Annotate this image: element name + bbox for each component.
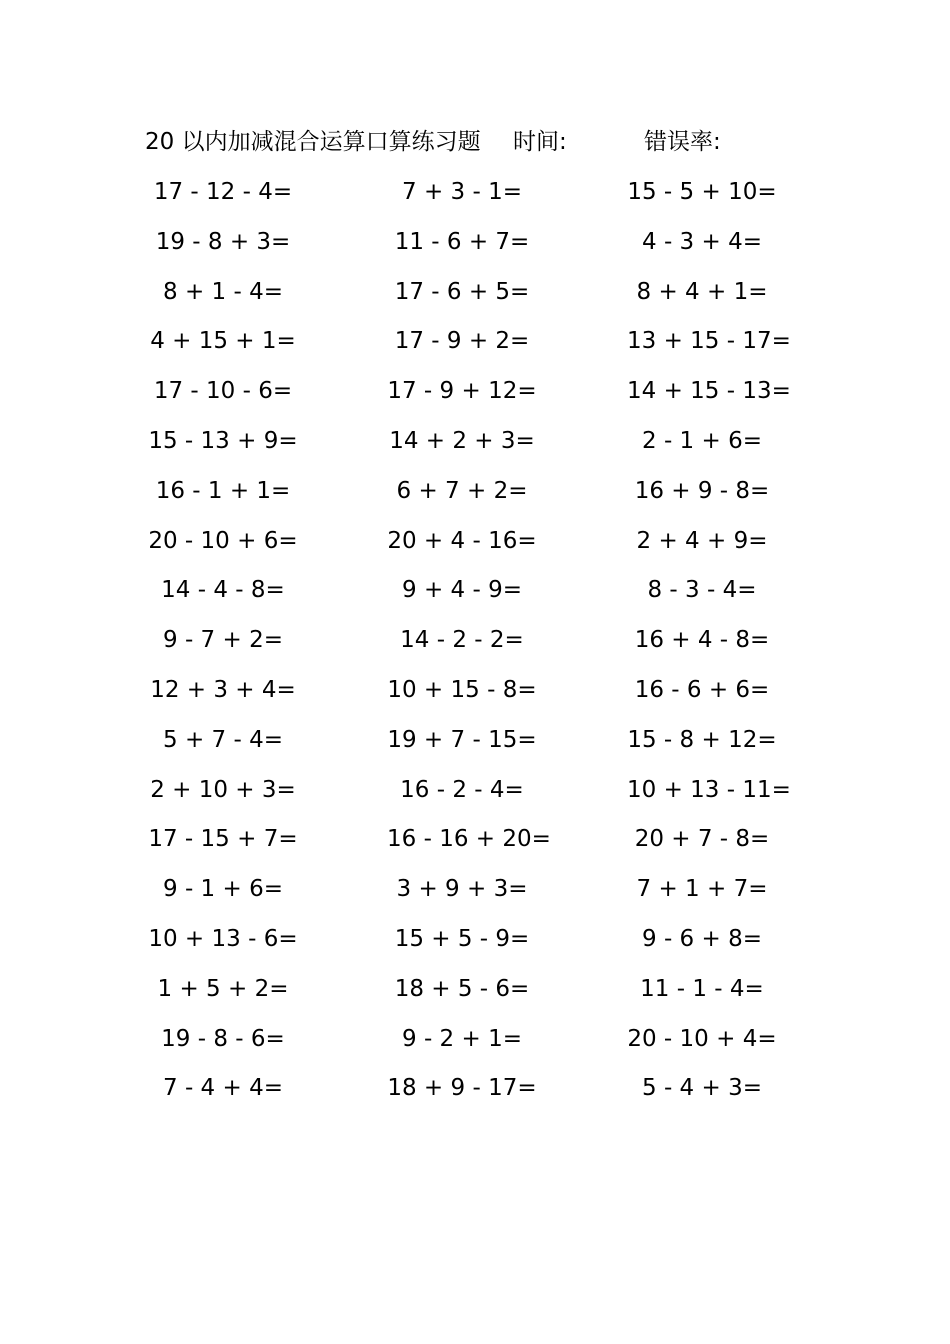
math-problem: 16 - 1 + 1= xyxy=(155,477,291,504)
math-problem: 19 - 8 - 6= xyxy=(161,1025,285,1052)
math-problem: 17 - 12 - 4= xyxy=(153,179,293,205)
math-problem: 20 + 4 - 16= xyxy=(387,527,537,554)
problem-row xyxy=(0,222,950,272)
problem-row xyxy=(0,321,950,371)
problem-row xyxy=(0,819,950,869)
math-problem: 16 + 4 - 8= xyxy=(634,627,770,654)
math-problem: 17 - 15 + 7= xyxy=(148,826,298,853)
math-problem: 10 + 13 - 11= xyxy=(627,776,791,803)
math-problem: 8 + 1 - 4= xyxy=(163,278,283,305)
problem-row xyxy=(0,272,950,322)
math-problem: 5 + 7 - 4= xyxy=(163,726,283,753)
math-problem: 2 + 10 + 3= xyxy=(150,776,296,803)
math-problem: 9 - 7 + 2= xyxy=(163,627,283,654)
math-problem: 5 - 4 + 3= xyxy=(642,1075,762,1102)
math-problem: 9 - 2 + 1= xyxy=(402,1025,522,1052)
math-problem: 20 - 10 + 6= xyxy=(148,527,298,554)
math-problem: 16 - 2 - 4= xyxy=(400,776,524,803)
math-problem: 20 - 10 + 4= xyxy=(627,1025,777,1052)
math-problem: 10 + 13 - 6= xyxy=(148,925,298,952)
math-problem: 18 + 9 - 17= xyxy=(387,1075,537,1102)
math-problem: 2 + 4 + 9= xyxy=(636,527,768,554)
math-problem: 15 - 13 + 9= xyxy=(148,427,298,454)
math-problem: 9 + 4 - 9= xyxy=(402,577,522,604)
worksheet-title: 20 以内加减混合运算口算练习题 xyxy=(145,129,481,155)
math-problem: 8 + 4 + 1= xyxy=(636,278,768,305)
problem-grid xyxy=(0,172,950,1118)
math-problem: 9 - 6 + 8= xyxy=(642,925,762,952)
problem-row xyxy=(0,770,950,820)
math-problem: 17 - 9 + 12= xyxy=(387,378,537,405)
math-problem: 6 + 7 + 2= xyxy=(396,477,528,504)
problem-row xyxy=(0,670,950,720)
problem-row xyxy=(0,1019,950,1069)
math-problem: 9 - 1 + 6= xyxy=(163,876,283,903)
math-problem: 4 - 3 + 4= xyxy=(642,228,762,255)
problem-row xyxy=(0,172,950,222)
problem-row xyxy=(0,969,950,1019)
math-problem: 7 + 1 + 7= xyxy=(636,876,768,903)
problem-row xyxy=(0,869,950,919)
math-problem: 7 + 3 - 1= xyxy=(402,179,522,205)
problem-row xyxy=(0,371,950,421)
math-problem: 7 - 4 + 4= xyxy=(163,1075,283,1102)
problem-row xyxy=(0,919,950,969)
math-problem: 13 + 15 - 17= xyxy=(627,328,791,355)
math-problem: 14 + 2 + 3= xyxy=(389,427,535,454)
math-problem: 15 - 5 + 10= xyxy=(627,179,777,205)
math-problem: 14 - 4 - 8= xyxy=(161,577,285,604)
math-problem: 19 - 8 + 3= xyxy=(155,228,291,255)
math-problem: 4 + 15 + 1= xyxy=(150,328,296,355)
math-problem: 16 + 9 - 8= xyxy=(634,477,770,504)
problem-row xyxy=(0,620,950,670)
math-problem: 19 + 7 - 15= xyxy=(387,726,537,753)
problem-row xyxy=(0,570,950,620)
math-problem: 10 + 15 - 8= xyxy=(387,676,537,703)
math-problem: 14 + 15 - 13= xyxy=(627,378,791,405)
math-problem: 17 - 6 + 5= xyxy=(394,278,530,305)
time-label: 时间: xyxy=(513,129,567,155)
problem-row xyxy=(0,421,950,471)
math-problem: 1 + 5 + 2= xyxy=(157,975,289,1002)
math-problem: 17 - 10 - 6= xyxy=(153,378,293,405)
math-problem: 14 - 2 - 2= xyxy=(400,627,524,654)
math-problem: 11 - 6 + 7= xyxy=(394,228,530,255)
problem-row xyxy=(0,521,950,571)
math-problem: 15 + 5 - 9= xyxy=(394,925,530,952)
problem-row xyxy=(0,1068,950,1118)
math-problem: 20 + 7 - 8= xyxy=(634,826,770,853)
problem-row xyxy=(0,471,950,521)
error-rate-label: 错误率: xyxy=(644,129,721,155)
math-problem: 3 + 9 + 3= xyxy=(396,876,528,903)
math-problem: 16 - 16 + 20= xyxy=(387,826,551,853)
math-problem: 12 + 3 + 4= xyxy=(150,676,296,703)
math-problem: 17 - 9 + 2= xyxy=(394,328,530,355)
math-problem: 2 - 1 + 6= xyxy=(642,427,762,454)
math-problem: 15 - 8 + 12= xyxy=(627,726,777,753)
math-problem: 8 - 3 - 4= xyxy=(647,577,757,604)
problem-row xyxy=(0,720,950,770)
math-problem: 18 + 5 - 6= xyxy=(394,975,530,1002)
math-problem: 11 - 1 - 4= xyxy=(640,975,764,1002)
math-problem: 16 - 6 + 6= xyxy=(634,676,770,703)
